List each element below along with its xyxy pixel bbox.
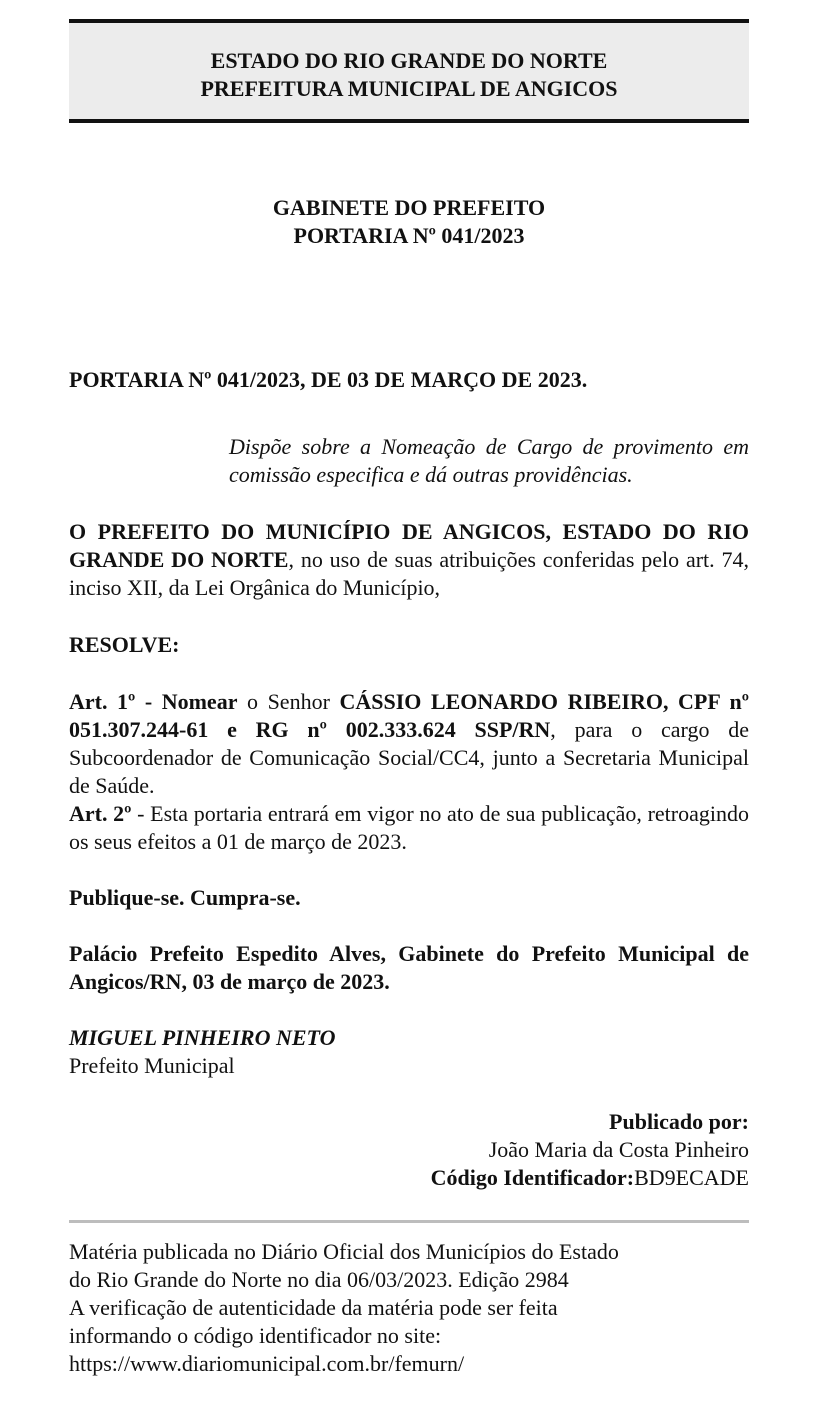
article-2-label: Art. 2º xyxy=(69,801,132,826)
signer-name: MIGUEL PINHEIRO NETO xyxy=(69,1025,336,1050)
portaria-heading: PORTARIA Nº 041/2023, DE 03 DE MARÇO DE 2023. xyxy=(69,367,588,392)
article-2-text: - Esta portaria entrará em vigor no ato de sua publicação, retroagindo os seus efeitos a 01 de março de 2023. xyxy=(69,801,750,854)
article-1-text-b: , para o cargo de Subcoordenador de Comunicação Social/CC4, junto a Secretaria Municipal de Saúde. xyxy=(69,717,749,798)
document-header xyxy=(69,19,749,123)
article-1-text-a: o Senhor xyxy=(237,689,340,714)
article-2 xyxy=(69,800,749,856)
article-1-label: Art. 1º - Nomear xyxy=(69,689,238,714)
header-state: ESTADO DO RIO GRANDE DO NORTE xyxy=(210,48,608,73)
publique-line: Publique-se. Cumpra-se. xyxy=(69,885,301,910)
article-1 xyxy=(69,688,749,800)
code-value: BD9ECADE xyxy=(634,1165,749,1190)
preamble-text: , no uso de suas atribuições conferidas pelo art. 74, inciso XII, da Lei Orgânica do Município, xyxy=(69,547,749,600)
ementa: Dispõe sobre a Nomeação de Cargo de provimento em comissão especifica e dá outras providências. xyxy=(229,434,749,487)
signer-role: Prefeito Municipal xyxy=(69,1053,235,1078)
published-by-label: Publicado por: xyxy=(609,1109,749,1134)
palacio-line: Palácio Prefeito Espedito Alves, Gabinete do Prefeito Municipal de Angicos/RN, 03 de março de 2023. xyxy=(69,941,749,994)
footer-line-2: do Rio Grande do Norte no dia 06/03/2023. Edição 2984 xyxy=(69,1267,569,1292)
preamble xyxy=(69,518,749,602)
article-1-nominee: CÁSSIO LEONARDO RIBEIRO, CPF nº 051.307.244-61 e RG nº 002.333.624 SSP/RN xyxy=(69,689,749,742)
code-label: Código Identificador: xyxy=(430,1165,635,1190)
footer-divider xyxy=(69,1220,749,1223)
footer-line-3: A verificação de autenticidade da matéria pode ser feita xyxy=(69,1295,558,1320)
footer-url-link[interactable]: https://www.diariomunicipal.com.br/femurn/ xyxy=(69,1351,465,1376)
publication-footer xyxy=(69,1238,749,1378)
section-gabinete: GABINETE DO PREFEITO xyxy=(272,195,546,220)
footer-line-4: informando o código identificador no site: xyxy=(69,1323,442,1348)
published-by-name: João Maria da Costa Pinheiro xyxy=(488,1137,749,1162)
section-portaria: PORTARIA Nº 041/2023 xyxy=(293,223,525,248)
section-title xyxy=(69,194,749,250)
signature-block xyxy=(69,1024,749,1080)
published-by-block xyxy=(69,1108,749,1192)
resolve-heading: RESOLVE: xyxy=(69,632,180,657)
document-page xyxy=(69,0,749,1378)
footer-line-1: Matéria publicada no Diário Oficial dos Municípios do Estado xyxy=(69,1239,619,1264)
preamble-authority: O PREFEITO DO MUNICÍPIO DE ANGICOS, ESTADO DO RIO GRANDE DO NORTE xyxy=(69,519,749,572)
header-prefeitura: PREFEITURA MUNICIPAL DE ANGICOS xyxy=(200,76,618,101)
